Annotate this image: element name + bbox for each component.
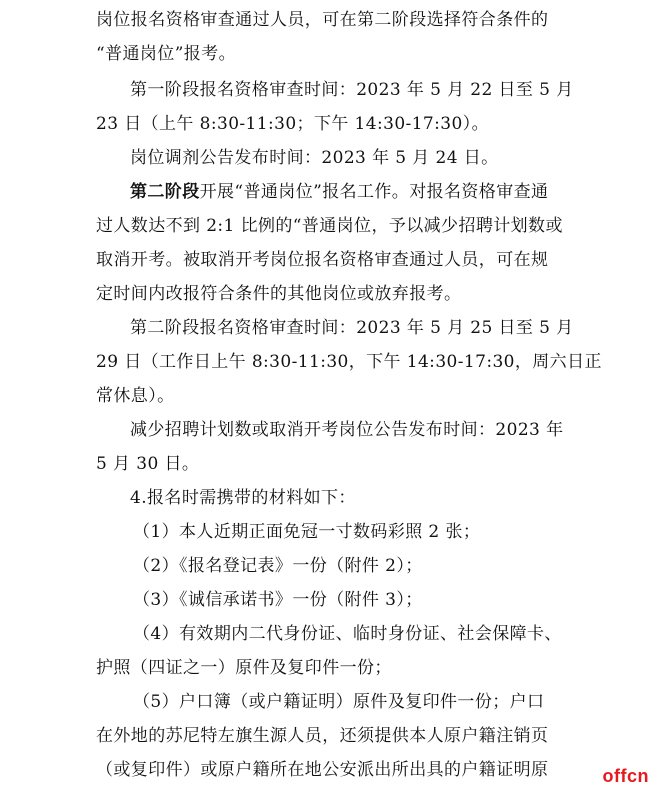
text-line: 第一阶段报名资格审查时间：2023 年 5 月 22 日至 5 月: [130, 80, 574, 100]
text-line: 常休息）。: [96, 386, 175, 406]
text-line: 护照（四证之一）原件及复印件一份；: [96, 658, 392, 678]
text-line: （5）户口簿（或户籍证明）原件及复印件一份；户口: [133, 692, 545, 712]
text-line: 定时间内改报符合条件的其他岗位或放弃报考。: [96, 284, 462, 304]
text-line: 在外地的苏尼特左旗生源人员，还须提供本人原户籍注销页: [96, 726, 549, 746]
text-line: 岗位报名资格审查通过人员，可在第二阶段选择符合条件的: [96, 10, 549, 30]
text-line: 23 日（上午 8:30-11:30；下午 14:30-17:30）。: [96, 114, 489, 134]
text-line: 减少招聘计划数或取消开考岗位公告发布时间：2023 年: [130, 420, 564, 440]
text-line: （1）本人近期正面免冠一寸数码彩照 2 张；: [133, 522, 481, 542]
text-line: 第二阶段报名资格审查时间：2023 年 5 月 25 日至 5 月: [130, 318, 574, 338]
watermark-logo: offcn: [602, 766, 649, 786]
text-line: （4）有效期内二代身份证、临时身份证、社会保障卡、: [133, 624, 562, 644]
text-line: （3）《诚信承诺书》一份（附件 3）；: [133, 590, 423, 610]
text-line: 5 月 30 日。: [96, 454, 200, 474]
text-line: 取消开考。被取消开考岗位报名资格审查通过人员，可在规: [96, 250, 549, 270]
text-line: 岗位调剂公告发布时间：2023 年 5 月 24 日。: [130, 148, 499, 168]
text-line: 过人数达不到 2:1 比例的“普通岗位，予以减少招聘计划数或: [96, 216, 563, 236]
text-run: 开展“普通岗位”报名工作。对报名资格审查通: [199, 182, 549, 202]
text-line: “普通岗位”报考。: [96, 44, 236, 64]
bold-heading: 第二阶段: [130, 182, 200, 202]
text-line: [130, 180, 566, 204]
text-line: （2）《报名登记表》一份（附件 2）；: [133, 556, 423, 576]
text-line: （或复印件）或原户籍所在地公安派出所出具的户籍证明原: [96, 760, 549, 780]
text-line: 29 日（工作日上午 8:30-11:30，下午 14:30-17:30，周六日正: [96, 352, 602, 372]
text-line: 4.报名时需携带的材料如下：: [130, 488, 356, 508]
